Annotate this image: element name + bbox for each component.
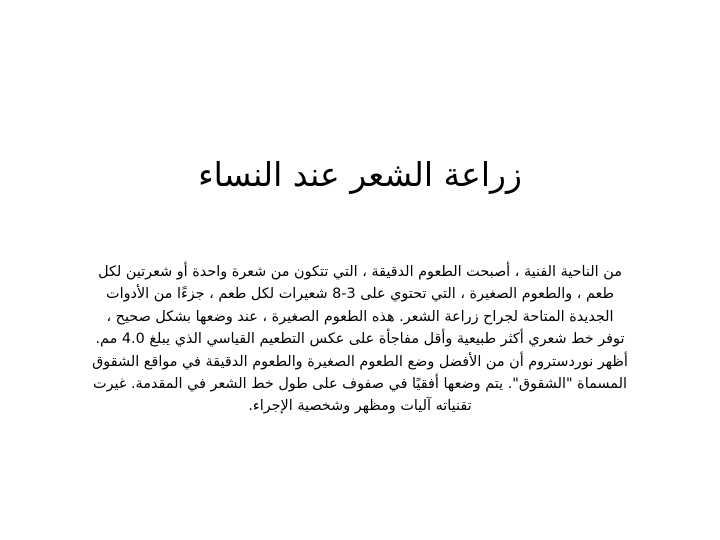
slide-body-text (68, 261, 652, 418)
body-line: الجديدة المتاحة لجراح زراعة الشعر. هذه الطعوم الصغيرة ، عند وضعها بشكل صحيح ، (106, 308, 614, 325)
body-line: المسماة "الشقوق". يتم وضعها أفقيًا في صفوف على طول خط الشعر في المقدمة. غيرت (93, 376, 627, 393)
body-line: تقنياته آليات ومظهر وشخصية الإجراء. (248, 398, 472, 415)
body-line: من الناحية الفنية ، أصبحت الطعوم الدقيقة ، التي تتكون من شعرة واحدة أو شعرتين لكل (98, 264, 622, 280)
slide-title: زراعة الشعر عند النساء (198, 155, 522, 194)
body-line: طعم ، والطعوم الصغيرة ، التي تحتوي على 3-8 شعيرات لكل طعم ، جزءًا من الأدوات (106, 286, 614, 303)
body-line: أظهر نوردستروم أن من الأفضل وضع الطعوم الصغيرة والطعوم الدقيقة في مواقع الشقوق (92, 353, 628, 370)
body-line: توفر خط شعري أكثر طبيعية وأقل مفاجأة على عكس التطعيم القياسي الذي يبلغ 4.0 مم. (95, 331, 625, 348)
